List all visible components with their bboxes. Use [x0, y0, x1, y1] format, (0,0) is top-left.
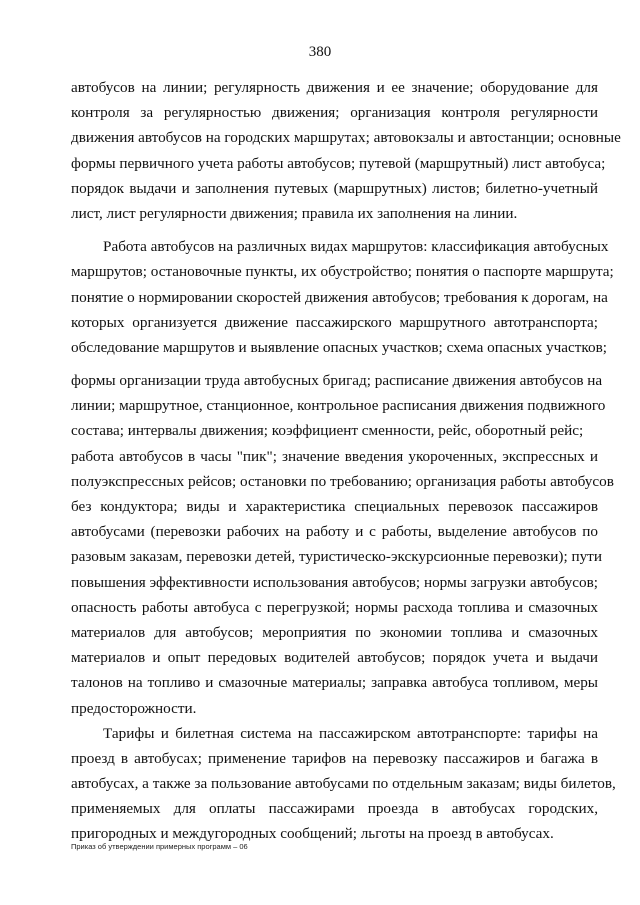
- text-line: материалов для автобусов; мероприятия по экономии топлива и смазочных: [71, 623, 598, 641]
- text-line: автобусах, а также за пользование автобусами по отдельным заказам; виды билетов,: [71, 775, 616, 793]
- text-line: полуэкспрессных рейсов; остановки по требованию; организация работы автобусов: [71, 472, 614, 490]
- text-line: повышения эффективности использования автобусов; нормы загрузки автобусов;: [71, 573, 598, 591]
- text-line: которых организуется движение пассажирского маршрутного автотранспорта;: [71, 313, 598, 331]
- text-line: движения автобусов на городских маршрутах; автовокзалы и автостанции; основные: [71, 129, 621, 147]
- paragraph: [71, 75, 621, 226]
- text-line: без кондуктора; виды и характеристика специальных перевозок пассажиров: [71, 498, 598, 515]
- text-line: работа автобусов в часы "пик"; значение введения укороченных, экспрессных и: [71, 447, 598, 465]
- text-line: талонов на топливо и смазочные материалы; заправка автобуса топливом, меры: [71, 674, 598, 692]
- text-line: пригородных и междугородных сообщений; льготы на проезд в автобусах.: [71, 825, 554, 843]
- paragraph: [71, 234, 614, 360]
- text-line: состава; интервалы движения; коэффициент сменности, рейс, оборотный рейс;: [71, 422, 584, 440]
- text-line: контроля за регулярностью движения; организация контроля регулярности: [71, 104, 598, 122]
- page-number: 380: [308, 44, 332, 60]
- text-line: автобусов на линии; регулярность движения и ее значение; оборудование для: [71, 79, 598, 96]
- text-line: линии; маршрутное, станционное, контрольное расписания движения подвижного: [71, 397, 606, 415]
- text-line: применяемых для оплаты пассажирами проезда в автобусах городских,: [71, 800, 598, 818]
- text-line: Работа автобусов на различных видах маршрутов: классификация автобусных: [103, 238, 609, 256]
- paragraph: [71, 368, 606, 444]
- body-text: [71, 75, 621, 855]
- paragraph: [71, 721, 616, 847]
- text-line: обследование маршрутов и выявление опасных участков; схема опасных участков;: [71, 338, 607, 356]
- text-line: формы первичного учета работы автобусов; путевой (маршрутный) лист автобуса;: [71, 154, 606, 172]
- text-line: предосторожности.: [71, 699, 197, 717]
- text-line: автобусами (перевозки рабочих на работу и с работы, выделение автобусов по: [71, 523, 598, 541]
- text-line: маршрутов; остановочные пункты, их обустройство; понятия о паспорте маршрута;: [71, 263, 614, 281]
- text-line: формы организации труда автобусных бригад; расписание движения автобусов на: [71, 372, 603, 390]
- text-line: порядок выдачи и заполнения путевых (маршрутных) листов; билетно-учетный: [71, 179, 598, 197]
- text-line: лист, лист регулярности движения; правила их заполнения на линии.: [71, 204, 518, 222]
- text-line: понятие о нормировании скоростей движения автобусов; требования к дорогам, на: [71, 288, 608, 306]
- text-line: разовым заказам, перевозки детей, туристическо-экскурсионные перевозки); пути: [71, 548, 602, 566]
- text-line: опасность работы автобуса с перегрузкой; нормы расхода топлива и смазочных: [71, 598, 598, 616]
- paragraph: [71, 444, 614, 721]
- text-line: проезд в автобусах; применение тарифов на перевозку пассажиров и багажа в: [71, 749, 598, 767]
- footer-note: Приказ об утверждении примерных программ – 06: [71, 842, 248, 851]
- text-line: Тарифы и билетная система на пассажирском автотранспорте: тарифы на: [103, 724, 598, 742]
- text-line: материалов и опыт передовых водителей автобусов; порядок учета и выдачи: [71, 649, 598, 667]
